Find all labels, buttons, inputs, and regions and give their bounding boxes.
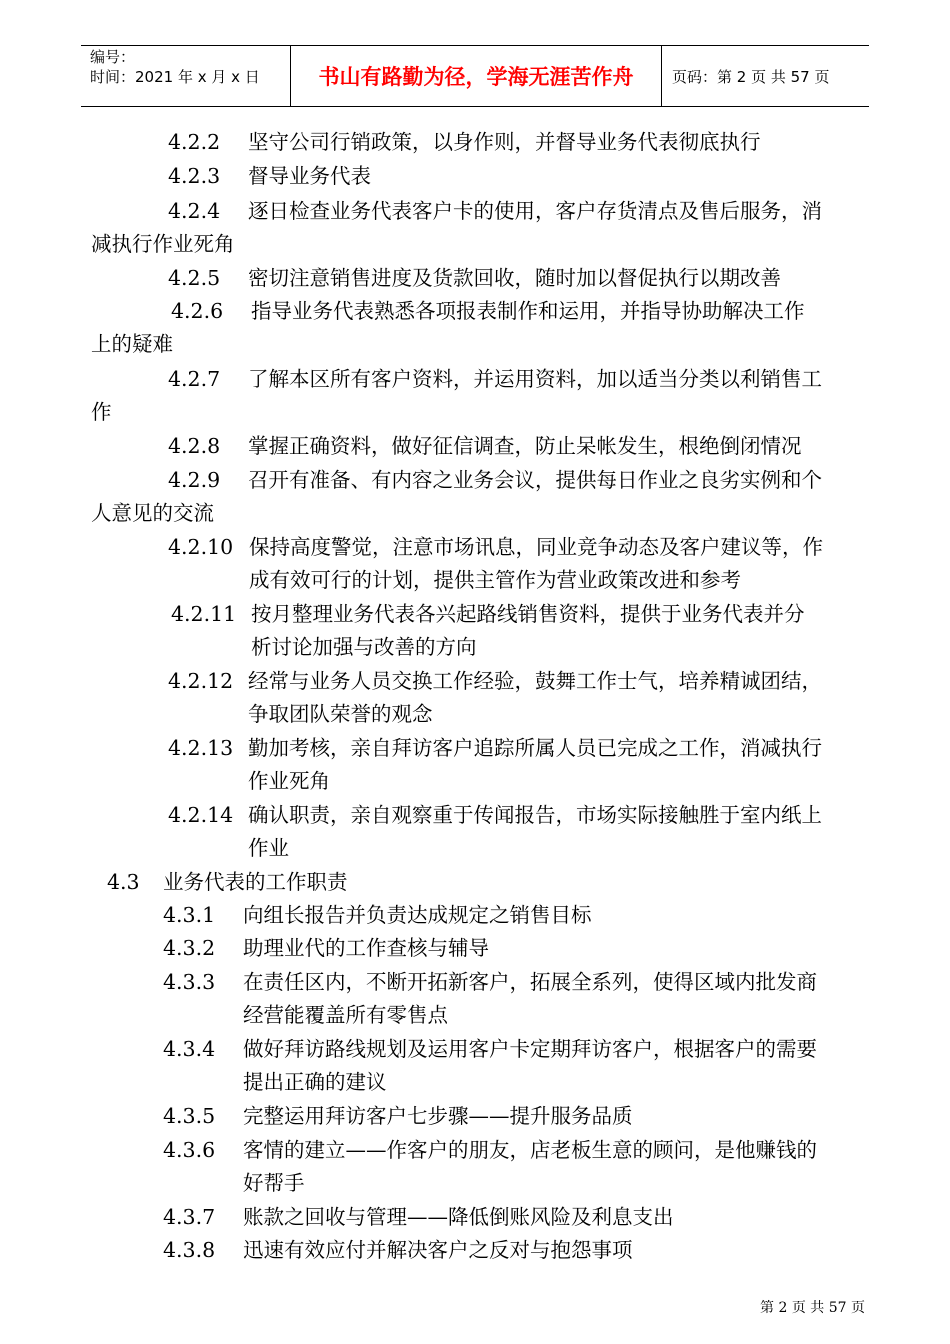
- list-item: [168, 127, 761, 157]
- item-number: 4.3.4: [163, 1037, 216, 1061]
- list-item: [168, 733, 822, 763]
- header-meta: [81, 46, 291, 106]
- item-text: 业务代表的工作职责: [163, 870, 348, 894]
- list-item: [163, 1235, 633, 1265]
- item-number: 4.2.13: [168, 736, 234, 760]
- list-item: [163, 1101, 633, 1131]
- item-number: 4.3.6: [163, 1138, 216, 1162]
- page-footer: 第 2 页 共 57 页: [760, 1300, 865, 1316]
- item-text: 密切注意销售进度及货款回收，随时加以督促执行以期改善: [248, 266, 781, 290]
- item-number: 4.2.6: [171, 299, 224, 323]
- item-number: 4.2.10: [168, 535, 234, 559]
- item-text: 账款之回收与管理——降低倒账风险及利息支出: [243, 1205, 674, 1229]
- time-label: 时间：2021 年 x 月 x 日: [90, 68, 260, 86]
- item-text-continued: 成有效可行的计划，提供主管作为营业政策改进和参考: [249, 568, 741, 592]
- item-text: 保持高度警觉，注意市场讯息，同业竞争动态及客户建议等，作: [249, 535, 823, 559]
- header-page-label: 页码：第 2 页 共 57 页: [672, 67, 830, 86]
- item-text: 客情的建立——作客户的朋友，店老板生意的顾问，是他赚钱的: [243, 1138, 817, 1162]
- item-number: 4.2.9: [168, 468, 221, 492]
- item-text-continued: 作业死角: [248, 769, 330, 793]
- item-text: 坚守公司行销政策，以身作则，并督导业务代表彻底执行: [248, 130, 761, 154]
- item-text-continued: 上的疑难: [91, 332, 173, 356]
- item-text: 指导业务代表熟悉各项报表制作和运用，并指导协助解决工作: [251, 299, 805, 323]
- item-text: 在责任区内，不断开拓新客户，拓展全系列，使得区域内批发商: [243, 970, 817, 994]
- item-number: 4.3.5: [163, 1104, 216, 1128]
- item-text: 掌握正确资料，做好征信调查，防止呆帐发生，根绝倒闭情况: [248, 434, 802, 458]
- header-motto: 书山有路勤为径，学海无涯苦作舟: [291, 46, 662, 106]
- list-item: [168, 161, 371, 191]
- item-number: 4.2.12: [168, 669, 234, 693]
- item-number: 4.2.14: [168, 803, 234, 827]
- item-text: 逐日检查业务代表客户卡的使用，客户存货清点及售后服务，消: [248, 199, 822, 223]
- list-item: [163, 1202, 674, 1232]
- item-text: 经常与业务人员交换工作经验，鼓舞工作士气，培养精诚团结，: [248, 669, 822, 693]
- item-text-continued: 争取团队荣誉的观念: [248, 702, 433, 726]
- item-text: 做好拜访路线规划及运用客户卡定期拜访客户，根据客户的需要: [243, 1037, 817, 1061]
- item-number: 4.3.3: [163, 970, 216, 994]
- item-text-continued: 作业: [248, 836, 289, 860]
- item-text-continued: 人意见的交流: [91, 501, 214, 525]
- item-number: 4.2.4: [168, 199, 221, 223]
- page-header: [81, 45, 869, 107]
- item-text: 助理业代的工作查核与辅导: [243, 936, 489, 960]
- item-text-continued: 减执行作业死角: [91, 232, 235, 256]
- list-item: [171, 296, 805, 326]
- item-text: 完整运用拜访客户七步骤——提升服务品质: [243, 1104, 633, 1128]
- list-item: [163, 967, 817, 997]
- list-item: [163, 1034, 817, 1064]
- list-item: [168, 364, 822, 394]
- item-number: 4.3: [107, 870, 140, 894]
- list-item: [163, 933, 489, 963]
- item-number: 4.2.3: [168, 164, 221, 188]
- item-text: 按月整理业务代表各兴起路线销售资料，提供于业务代表并分: [251, 602, 805, 626]
- list-item: [168, 431, 802, 461]
- list-item: [168, 532, 823, 562]
- list-item: [163, 900, 592, 930]
- item-text: 确认职责，亲自观察重于传闻报告，市场实际接触胜于室内纸上: [248, 803, 822, 827]
- item-text: 勤加考核，亲自拜访客户追踪所属人员已完成之工作，消减执行: [248, 736, 822, 760]
- section-heading: [107, 867, 348, 897]
- list-item: [168, 800, 822, 830]
- list-item: [163, 1135, 817, 1165]
- item-number: 4.2.8: [168, 434, 221, 458]
- item-text-continued: 提出正确的建议: [243, 1070, 387, 1094]
- item-number: 4.2.7: [168, 367, 221, 391]
- list-item: [168, 465, 822, 495]
- item-text: 了解本区所有客户资料，并运用资料，加以适当分类以利销售工: [248, 367, 822, 391]
- item-number: 4.2.11: [171, 602, 237, 626]
- item-number: 4.2.5: [168, 266, 221, 290]
- list-item: [171, 599, 805, 629]
- item-text: 督导业务代表: [248, 164, 371, 188]
- item-number: 4.3.2: [163, 936, 216, 960]
- item-text-continued: 好帮手: [243, 1171, 305, 1195]
- list-item: [168, 263, 781, 293]
- item-text-continued: 经营能覆盖所有零售点: [243, 1003, 448, 1027]
- item-text: 迅速有效应付并解决客户之反对与抱怨事项: [243, 1238, 633, 1262]
- item-text: 向组长报告并负责达成规定之销售目标: [243, 903, 592, 927]
- item-number: 4.3.8: [163, 1238, 216, 1262]
- item-text: 召开有准备、有内容之业务会议，提供每日作业之良劣实例和个: [248, 468, 822, 492]
- item-number: 4.3.1: [163, 903, 216, 927]
- number-label: 编号：: [90, 48, 136, 66]
- item-number: 4.2.2: [168, 130, 221, 154]
- item-text-continued: 作: [91, 400, 112, 424]
- list-item: [168, 196, 822, 226]
- item-text-continued: 析讨论加强与改善的方向: [251, 635, 477, 659]
- list-item: [168, 666, 822, 696]
- item-number: 4.3.7: [163, 1205, 216, 1229]
